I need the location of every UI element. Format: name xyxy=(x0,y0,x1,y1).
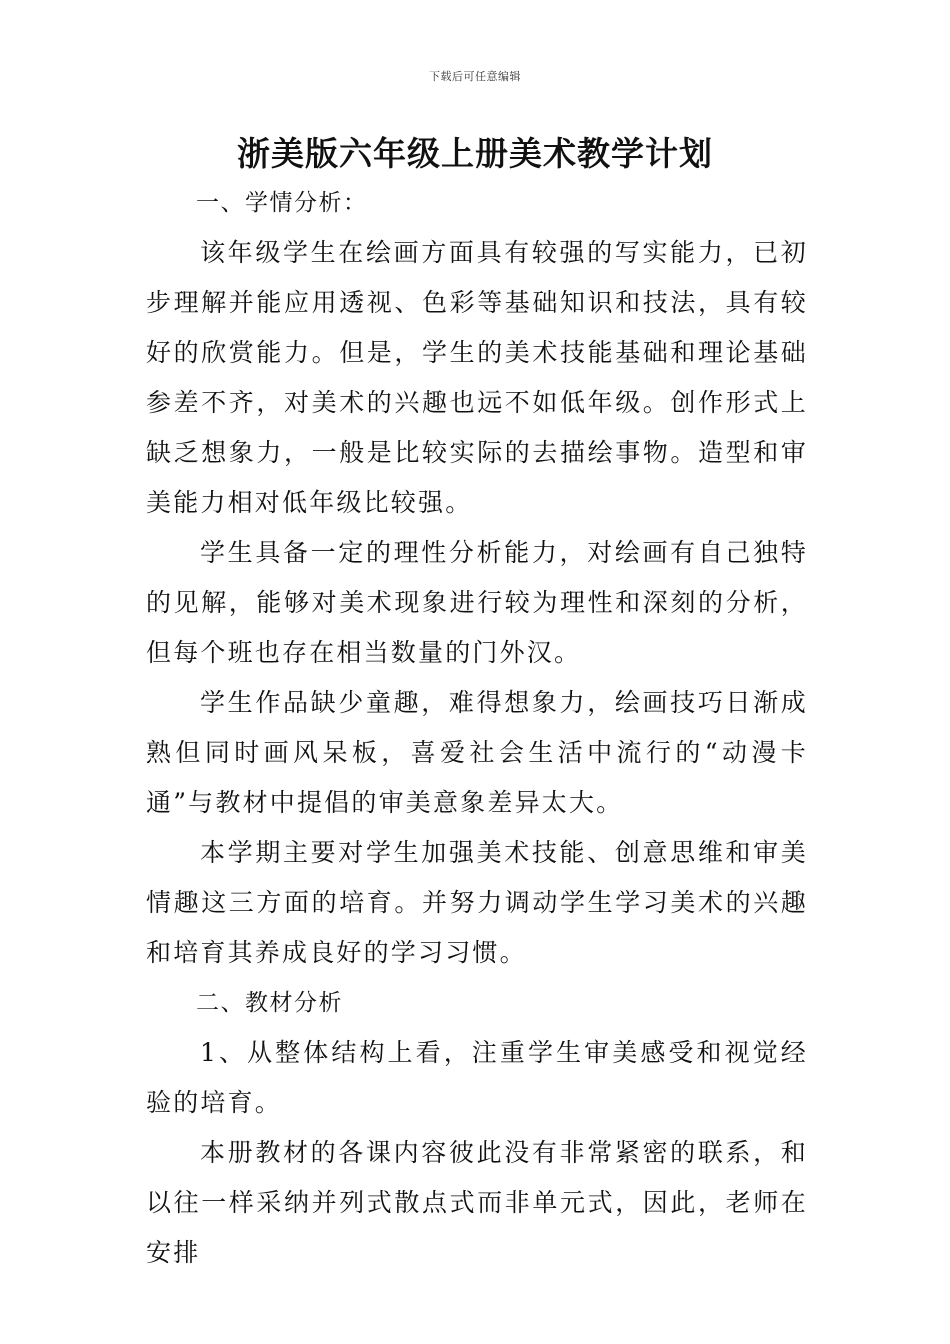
paragraph: 本学期主要对学生加强美术技能、创意思维和审美情趣这三方面的培育。并努力调动学生学习美术的兴趣和培育其养成良好的学习习惯。 xyxy=(146,838,808,967)
paragraph: 本册教材的各课内容彼此没有非常紧密的联系，和以往一样采纳并列式散点式而非单元式，因此，老师在安排 xyxy=(146,1138,808,1267)
paragraph: 学生具备一定的理性分析能力，对绘画有自己独特的见解，能够对美术现象进行较为理性和深刻的分析，但每个班也存在相当数量的门外汉。 xyxy=(146,538,808,667)
document-body xyxy=(146,178,808,1278)
section-heading-textbook: 二、教材分析 xyxy=(196,990,343,1016)
paragraph: 该年级学生在绘画方面具有较强的写实能力，已初步理解并能应用透视、色彩等基础知识和技法，具有较好的欣赏能力。但是，学生的美术技能基础和理论基础参差不齐，对美术的兴趣也远不如低年级。创作形式上缺乏想象力，一般是比较实际的去描绘事物。造型和审美能力相对低年级比较强。 xyxy=(146,238,808,517)
document-title: 浙美版六年级上册美术教学计划 xyxy=(237,134,713,173)
paragraph: 学生作品缺少童趣，难得想象力，绘画技巧日渐成熟但同时画风呆板，喜爱社会生活中流行的“动漫卡通”与教材中提倡的审美意象差异太大。 xyxy=(146,688,808,817)
section-heading-analysis: 一、学情分析： xyxy=(196,190,368,216)
header-note: 下载后可任意编辑 xyxy=(429,70,521,83)
paragraph: 1、从整体结构上看，注重学生审美感受和视觉经验的培育。 xyxy=(146,1038,808,1117)
